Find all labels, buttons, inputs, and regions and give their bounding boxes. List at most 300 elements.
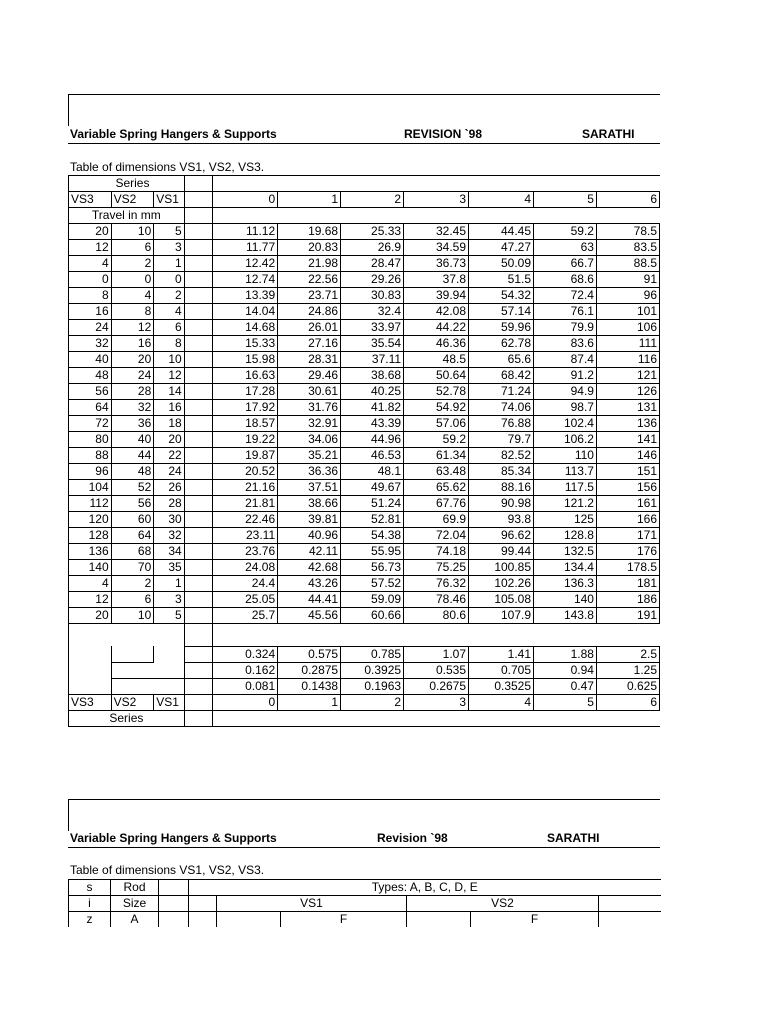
- travel-value: 54.92: [404, 400, 469, 416]
- travel-value: 24.08: [213, 560, 278, 576]
- travel-value: 82.52: [469, 448, 534, 464]
- travel-value: 56.73: [341, 560, 404, 576]
- travel-value: 20.83: [278, 240, 341, 256]
- sheet1-header-rule: [68, 143, 660, 144]
- travel-value: 128.8: [534, 528, 597, 544]
- vs1-value: 20: [154, 432, 184, 448]
- spacer-cell: [184, 400, 212, 416]
- travel-value: 60.66: [341, 608, 404, 624]
- col-header-3: 3: [404, 192, 469, 208]
- travel-value: 68.6: [534, 272, 597, 288]
- vs1-value: 18: [154, 416, 184, 432]
- i-label: i: [69, 896, 111, 912]
- types-label: Types: A, B, C, D, E: [189, 880, 661, 896]
- travel-label: Travel in mm: [69, 208, 185, 224]
- vs2-f-label: F: [471, 912, 599, 928]
- rate-value: 0.94: [534, 662, 597, 678]
- sheet1-title: Variable Spring Hangers & Supports: [70, 127, 277, 141]
- sheet1-caption: Table of dimensions VS1, VS2, VS3.: [70, 160, 265, 174]
- vs1-value: 1: [154, 256, 184, 272]
- rate-value: 0.3925: [341, 662, 404, 678]
- travel-value: 156: [596, 480, 659, 496]
- travel-value: 23.71: [278, 288, 341, 304]
- footer-series-label: Series: [69, 710, 185, 726]
- dimensions-table: [68, 175, 660, 727]
- sheet2-top-rule: [68, 799, 660, 800]
- spacer-cell: [184, 560, 212, 576]
- vs1-value: 34: [154, 544, 184, 560]
- travel-value: 74.06: [469, 400, 534, 416]
- table-row: [69, 320, 660, 336]
- travel-value: 79.9: [534, 320, 597, 336]
- spacer-cell: [184, 432, 212, 448]
- table-row: [69, 352, 660, 368]
- footer-col-number: 5: [534, 694, 597, 710]
- vs2-group-label: VS2: [407, 896, 599, 912]
- vs1-value: 28: [154, 496, 184, 512]
- travel-value: 83.6: [534, 336, 597, 352]
- sheet2-left-rule: [68, 799, 69, 831]
- travel-value: 52.78: [404, 384, 469, 400]
- travel-value: 14.04: [213, 304, 278, 320]
- travel-value: 50.64: [404, 368, 469, 384]
- blank-cell: [69, 646, 112, 662]
- travel-value: 40.96: [278, 528, 341, 544]
- travel-value: 25.33: [341, 224, 404, 240]
- rate-value: 0.3525: [469, 678, 534, 694]
- travel-value: 15.33: [213, 336, 278, 352]
- travel-value: 96.62: [469, 528, 534, 544]
- travel-value: 88.5: [596, 256, 659, 272]
- table-row: [69, 496, 660, 512]
- vs3-value: 4: [69, 256, 112, 272]
- s-label: s: [69, 880, 111, 896]
- travel-value: 151: [596, 464, 659, 480]
- travel-value: 33.97: [341, 320, 404, 336]
- vs3-value: 12: [69, 592, 112, 608]
- vs1-value: 1: [154, 576, 184, 592]
- travel-value: 17.28: [213, 384, 278, 400]
- travel-value: 76.32: [404, 576, 469, 592]
- vs3-value: 24: [69, 320, 112, 336]
- travel-value: 166: [596, 512, 659, 528]
- sheet1-company: SARATHI: [582, 127, 635, 141]
- z-label: z: [69, 912, 111, 928]
- vs1-f-label: F: [281, 912, 407, 928]
- travel-value: 59.96: [469, 320, 534, 336]
- travel-value: 42.68: [278, 560, 341, 576]
- blank-cell: [111, 662, 154, 678]
- travel-value: 116: [596, 352, 659, 368]
- spacer-cell: [184, 464, 212, 480]
- travel-value: 161: [596, 496, 659, 512]
- rate-value: 0.705: [469, 662, 534, 678]
- travel-value: 27.16: [278, 336, 341, 352]
- travel-value: 23.11: [213, 528, 278, 544]
- vs1-value: 8: [154, 336, 184, 352]
- rod-label: Rod: [111, 880, 159, 896]
- travel-value: 44.96: [341, 432, 404, 448]
- travel-value: 11.12: [213, 224, 278, 240]
- spacer-cell: [184, 320, 212, 336]
- blank-cell: [69, 624, 185, 647]
- travel-value: 19.87: [213, 448, 278, 464]
- travel-value: 57.14: [469, 304, 534, 320]
- sheet2-company: SARATHI: [547, 831, 600, 845]
- vs2-label: VS2: [111, 192, 154, 208]
- vs1-group-label: VS1: [217, 896, 407, 912]
- vs1-value: 30: [154, 512, 184, 528]
- travel-value: 32.45: [404, 224, 469, 240]
- travel-value: 30.61: [278, 384, 341, 400]
- travel-value: 48.5: [404, 352, 469, 368]
- travel-value: 19.22: [213, 432, 278, 448]
- table-row: [69, 432, 660, 448]
- rate-value: 0.625: [596, 678, 659, 694]
- vs3-value: 12: [69, 240, 112, 256]
- travel-value: 93.8: [469, 512, 534, 528]
- vs3-value: 64: [69, 400, 112, 416]
- travel-value: 30.83: [341, 288, 404, 304]
- travel-value: 39.94: [404, 288, 469, 304]
- vs1-value: 22: [154, 448, 184, 464]
- travel-value: 136: [596, 416, 659, 432]
- vs2-value: 68: [111, 544, 154, 560]
- footer-series-row: [69, 694, 660, 710]
- a-label: A: [111, 912, 159, 928]
- travel-value: 51.5: [469, 272, 534, 288]
- travel-value: 71.24: [469, 384, 534, 400]
- vs2-value: 40: [111, 432, 154, 448]
- vs2-value: 28: [111, 384, 154, 400]
- vs1-value: 0: [154, 272, 184, 288]
- blank-cell: [154, 646, 184, 662]
- vs1-value: 6: [154, 320, 184, 336]
- travel-value: 28.31: [278, 352, 341, 368]
- travel-value: 37.51: [278, 480, 341, 496]
- travel-value: 47.27: [469, 240, 534, 256]
- sheet2-title: Variable Spring Hangers & Supports: [70, 831, 277, 845]
- travel-value: 143.8: [534, 608, 597, 624]
- travel-value: 61.34: [404, 448, 469, 464]
- spacer-cell: [184, 646, 212, 662]
- travel-value: 76.1: [534, 304, 597, 320]
- vs2-value: 0: [111, 272, 154, 288]
- travel-value: 51.24: [341, 496, 404, 512]
- travel-value: 72.4: [534, 288, 597, 304]
- vs3-value: 40: [69, 352, 112, 368]
- travel-value: 42.08: [404, 304, 469, 320]
- rate-value: 0.785: [341, 646, 404, 662]
- vs1-value: 3: [154, 240, 184, 256]
- travel-value: 34.06: [278, 432, 341, 448]
- travel-value: 79.7: [469, 432, 534, 448]
- travel-value: 14.68: [213, 320, 278, 336]
- travel-value: 20.52: [213, 464, 278, 480]
- travel-value: 11.77: [213, 240, 278, 256]
- travel-value: 99.44: [469, 544, 534, 560]
- spacer-cell: [184, 352, 212, 368]
- rate-value: 0.162: [213, 662, 278, 678]
- table-row: [69, 416, 660, 432]
- travel-value: 178.5: [596, 560, 659, 576]
- table-row: [69, 480, 660, 496]
- spacer-cell: [184, 528, 212, 544]
- travel-value: 69.9: [404, 512, 469, 528]
- col-header-0: 0: [213, 192, 278, 208]
- footer-vs2-label: VS2: [111, 694, 154, 710]
- rate-value: 0.47: [534, 678, 597, 694]
- sheet2-header: [70, 831, 660, 847]
- blank-cell: [154, 662, 184, 678]
- blank-cell: [154, 678, 184, 694]
- spacer-cell: [184, 710, 212, 726]
- vs2-value: 52: [111, 480, 154, 496]
- col-header-1: 1: [278, 192, 341, 208]
- travel-value: 52.81: [341, 512, 404, 528]
- vs2-value: 10: [111, 608, 154, 624]
- vs3-value: 112: [69, 496, 112, 512]
- table-row: [69, 256, 660, 272]
- travel-value: 91: [596, 272, 659, 288]
- spacer-cell: [184, 224, 212, 240]
- column-header-row: [69, 192, 660, 208]
- travel-value: 38.68: [341, 368, 404, 384]
- travel-value: 94.9: [534, 384, 597, 400]
- vs2-value: 48: [111, 464, 154, 480]
- table-row: [69, 464, 660, 480]
- travel-value: 54.32: [469, 288, 534, 304]
- travel-value: 35.21: [278, 448, 341, 464]
- blank-cell: [213, 710, 660, 726]
- vs2-value: 70: [111, 560, 154, 576]
- travel-value: 68.42: [469, 368, 534, 384]
- travel-value: 65.6: [469, 352, 534, 368]
- rate-row: [69, 646, 660, 662]
- travel-value: 21.81: [213, 496, 278, 512]
- footer-col-number: 6: [596, 694, 659, 710]
- vs3-value: 0: [69, 272, 112, 288]
- travel-value: 62.78: [469, 336, 534, 352]
- spacer-cell: [184, 678, 212, 694]
- vs2-value: 44: [111, 448, 154, 464]
- spacer-cell: [184, 592, 212, 608]
- vs3-value: 136: [69, 544, 112, 560]
- travel-value: 43.39: [341, 416, 404, 432]
- spacer-cell: [184, 304, 212, 320]
- travel-value: 72.04: [404, 528, 469, 544]
- travel-value: 100.85: [469, 560, 534, 576]
- vs3-value: 140: [69, 560, 112, 576]
- spacer-cell: [184, 480, 212, 496]
- vs3-value: 20: [69, 224, 112, 240]
- rate-value: 0.081: [213, 678, 278, 694]
- travel-value: 66.7: [534, 256, 597, 272]
- travel-value: 140: [534, 592, 597, 608]
- vs3-value: 128: [69, 528, 112, 544]
- travel-value: 117.5: [534, 480, 597, 496]
- travel-value: 37.11: [341, 352, 404, 368]
- col-header-4: 4: [469, 192, 534, 208]
- vs3-value: 32: [69, 336, 112, 352]
- table-row: [69, 592, 660, 608]
- travel-value: 26.9: [341, 240, 404, 256]
- travel-value: 16.63: [213, 368, 278, 384]
- footer-col-number: 1: [278, 694, 341, 710]
- rate-value: 1.41: [469, 646, 534, 662]
- travel-value: 146: [596, 448, 659, 464]
- travel-value: 42.11: [278, 544, 341, 560]
- vs1-label: VS1: [154, 192, 184, 208]
- table-row: [69, 368, 660, 384]
- vs1-value: 2: [154, 288, 184, 304]
- vs3-value: 72: [69, 416, 112, 432]
- table-row: [69, 304, 660, 320]
- size-label: Size: [111, 896, 159, 912]
- travel-value: 24.4: [213, 576, 278, 592]
- travel-value: 13.39: [213, 288, 278, 304]
- travel-value: 25.05: [213, 592, 278, 608]
- vs2-value: 2: [111, 576, 154, 592]
- sheet2-row-z: [69, 912, 661, 928]
- vs1-value: 5: [154, 608, 184, 624]
- travel-value: 136.3: [534, 576, 597, 592]
- vs1-value: 32: [154, 528, 184, 544]
- travel-value: 106: [596, 320, 659, 336]
- travel-value: 32.91: [278, 416, 341, 432]
- travel-value: 171: [596, 528, 659, 544]
- vs2-value: 10: [111, 224, 154, 240]
- travel-value: 49.67: [341, 480, 404, 496]
- rate-row: [69, 678, 660, 694]
- rate-value: 2.5: [596, 646, 659, 662]
- vs1-value: 3: [154, 592, 184, 608]
- travel-value: 24.86: [278, 304, 341, 320]
- vs3-value: 56: [69, 384, 112, 400]
- spacer-cell: [184, 662, 212, 678]
- vs2-value: 36: [111, 416, 154, 432]
- blank-cell: [213, 624, 660, 647]
- rate-value: 0.535: [404, 662, 469, 678]
- travel-value: 131: [596, 400, 659, 416]
- travel-value: 28.47: [341, 256, 404, 272]
- travel-value: 25.7: [213, 608, 278, 624]
- travel-value: 102.4: [534, 416, 597, 432]
- travel-value: 126: [596, 384, 659, 400]
- rate-value: 1.88: [534, 646, 597, 662]
- table-row: [69, 576, 660, 592]
- footer-vs1-label: VS1: [154, 694, 184, 710]
- table-row: [69, 224, 660, 240]
- vs3-value: 16: [69, 304, 112, 320]
- sheet2-row-types: [69, 880, 661, 896]
- footer-col-number: 2: [341, 694, 404, 710]
- travel-value: 44.45: [469, 224, 534, 240]
- travel-value: 39.81: [278, 512, 341, 528]
- travel-value: 132.5: [534, 544, 597, 560]
- vs2-value: 32: [111, 400, 154, 416]
- rate-value: 1.25: [596, 662, 659, 678]
- vs3-label: VS3: [69, 192, 112, 208]
- travel-value: 31.76: [278, 400, 341, 416]
- vs2-value: 16: [111, 336, 154, 352]
- travel-value: 48.1: [341, 464, 404, 480]
- travel-value: 74.18: [404, 544, 469, 560]
- vs2-value: 24: [111, 368, 154, 384]
- sheet2-caption: Table of dimensions VS1, VS2, VS3.: [70, 863, 265, 877]
- rate-value: 0.2875: [278, 662, 341, 678]
- travel-value: 32.4: [341, 304, 404, 320]
- vs3-value: 88: [69, 448, 112, 464]
- col-header-5: 5: [534, 192, 597, 208]
- travel-value: 26.01: [278, 320, 341, 336]
- footer-vs3-label: VS3: [69, 694, 112, 710]
- travel-value: 90.98: [469, 496, 534, 512]
- blank-cell: [111, 646, 154, 662]
- travel-value: 63.48: [404, 464, 469, 480]
- footer-col-number: 0: [213, 694, 278, 710]
- table-row: [69, 512, 660, 528]
- spacer-cell: [184, 544, 212, 560]
- travel-value: 15.98: [213, 352, 278, 368]
- table-row: [69, 240, 660, 256]
- travel-value: 21.98: [278, 256, 341, 272]
- vs2-value: 64: [111, 528, 154, 544]
- vs1-value: 35: [154, 560, 184, 576]
- blank-cell: [111, 678, 154, 694]
- footer-label-row: [69, 710, 660, 726]
- vs2-value: 4: [111, 288, 154, 304]
- travel-value: 121: [596, 368, 659, 384]
- table-row: [69, 336, 660, 352]
- travel-value: 191: [596, 608, 659, 624]
- travel-value: 67.76: [404, 496, 469, 512]
- travel-value: 46.36: [404, 336, 469, 352]
- travel-value: 125: [534, 512, 597, 528]
- travel-value: 141: [596, 432, 659, 448]
- travel-value: 181: [596, 576, 659, 592]
- vs3-value: 4: [69, 576, 112, 592]
- travel-value: 83.5: [596, 240, 659, 256]
- travel-value: 17.92: [213, 400, 278, 416]
- sheet2-header-rule: [68, 847, 660, 848]
- travel-value: 45.56: [278, 608, 341, 624]
- travel-header-row: [69, 208, 660, 224]
- rate-value: 0.1963: [341, 678, 404, 694]
- col-header-2: 2: [341, 192, 404, 208]
- travel-value: 107.9: [469, 608, 534, 624]
- sheet2-revision: Revision `98: [377, 831, 448, 845]
- travel-value: 102.26: [469, 576, 534, 592]
- spacer-cell: [184, 368, 212, 384]
- vs1-value: 14: [154, 384, 184, 400]
- travel-value: 36.36: [278, 464, 341, 480]
- vs1-value: 5: [154, 224, 184, 240]
- travel-value: 57.52: [341, 576, 404, 592]
- travel-value: 21.16: [213, 480, 278, 496]
- vs2-value: 12: [111, 320, 154, 336]
- travel-value: 110: [534, 448, 597, 464]
- travel-value: 101: [596, 304, 659, 320]
- travel-value: 12.74: [213, 272, 278, 288]
- blank-cell: [69, 678, 112, 694]
- travel-value: 87.4: [534, 352, 597, 368]
- table-row: [69, 528, 660, 544]
- rate-value: 0.575: [278, 646, 341, 662]
- rate-value: 0.324: [213, 646, 278, 662]
- travel-value: 75.25: [404, 560, 469, 576]
- spacer-cell: [184, 272, 212, 288]
